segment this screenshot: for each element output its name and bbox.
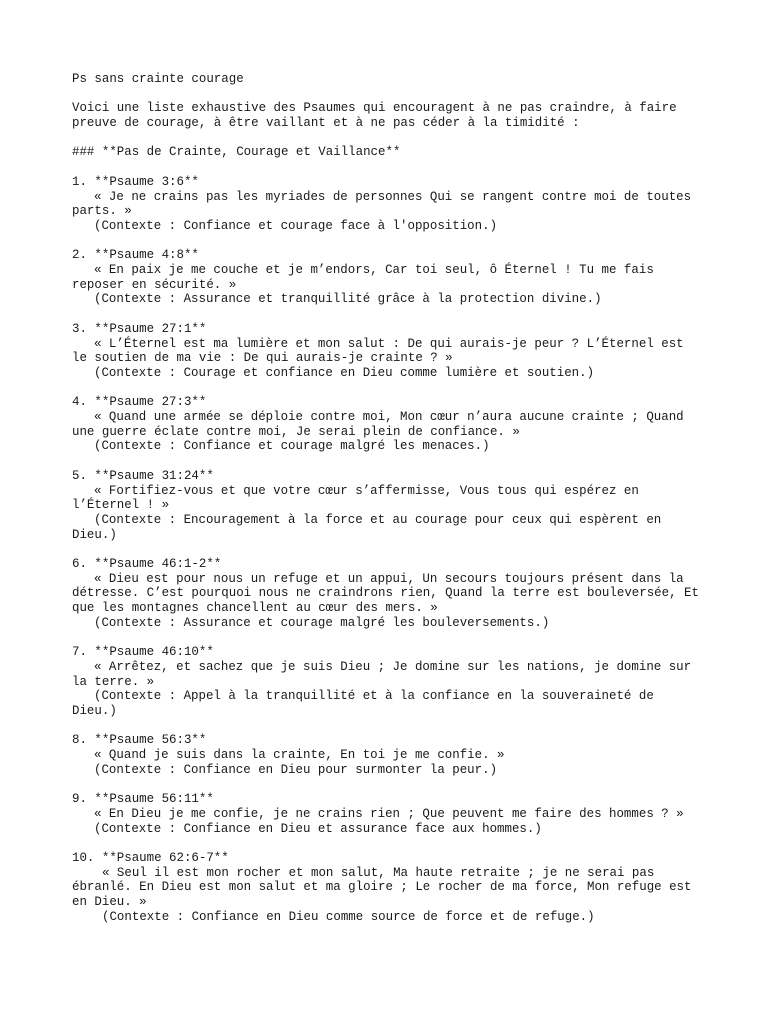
list-item [72,557,707,631]
psalm-quote: « Quand une armée se déploie contre moi, Mon cœur n’aura aucune crainte ; Quand une guerre éclate contre moi, Je serai plein de confiance. » [72,410,692,439]
list-item [72,792,702,836]
psalm-reference: 4. **Psaume 27:3** [72,395,207,410]
psalm-reference: 2. **Psaume 4:8** [72,248,199,263]
psalm-context: (Contexte : Assurance et tranquillité grâce à la protection divine.) [94,292,602,307]
list-item [72,395,702,454]
list-item [72,248,702,307]
section-heading: ### **Pas de Crainte, Courage et Vaillance** [72,145,401,160]
psalm-list [72,174,707,925]
list-item [72,469,702,543]
list-item [72,175,702,234]
list-item [72,645,702,719]
list-item [72,733,702,777]
psalm-quote: « Dieu est pour nous un refuge et un appui, Un secours toujours présent dans la détresse. C’est pourquoi nous ne craindrons rien, Quand la terre est bouleversée, Et que les montagnes chancellent au cœur des mers. » [72,571,707,616]
psalm-quote: « L’Éternel est ma lumière et mon salut : De qui aurais-je peur ? L’Éternel est le soutien de ma vie : De qui aurais-je crainte ? » [72,336,692,366]
psalm-reference: 10. **Psaume 62:6-7** [72,851,229,866]
document-page [72,72,707,939]
document-title: Ps sans crainte courage [72,72,244,86]
psalm-reference: 1. **Psaume 3:6** [72,174,199,189]
psalm-quote: « Quand je suis dans la crainte, En toi je me confie. » [94,748,505,763]
psalm-context: (Contexte : Confiance et courage malgré les menaces.) [94,439,490,454]
psalm-context: (Contexte : Confiance en Dieu pour surmonter la peur.) [94,762,498,777]
psalm-reference: 9. **Psaume 56:11** [72,792,214,807]
psalm-reference: 7. **Psaume 46:10** [72,645,214,660]
psalm-reference: 5. **Psaume 31:24** [72,468,214,483]
psalm-quote: « Je ne crains pas les myriades de personnes Qui se rangent contre moi de toutes parts. » [72,189,699,219]
psalm-reference: 3. **Psaume 27:1** [72,321,207,336]
psalm-reference: 8. **Psaume 56:3** [72,733,207,748]
psalm-context: (Contexte : Encouragement à la force et au courage pour ceux qui espèrent en Dieu.) [72,512,669,542]
psalm-quote: « Arrêtez, et sachez que je suis Dieu ; Je domine sur les nations, je domine sur la terre. » [72,659,699,689]
psalm-context: (Contexte : Assurance et courage malgré les bouleversements.) [94,615,550,630]
list-item [72,851,702,925]
psalm-quote: « Seul il est mon rocher et mon salut, Ma haute retraite ; je ne serai pas ébranlé. En Dieu est mon salut et ma gloire ; Le rocher de ma force, Mon refuge est en Dieu. » [72,865,699,910]
psalm-context: (Contexte : Appel à la tranquillité et à la confiance en la souveraineté de Dieu.) [72,689,662,719]
intro-paragraph: Voici une liste exhaustive des Psaumes qui encouragent à ne pas craindre, à faire preuve de courage, à être vaillant et à ne pas céder à la timidité : [72,101,685,131]
psalm-quote: « En Dieu je me confie, je ne crains rien ; Que peuvent me faire des hommes ? » [94,806,684,821]
psalm-reference: 6. **Psaume 46:1-2** [72,557,222,572]
psalm-context: (Contexte : Confiance en Dieu comme source de force et de refuge.) [102,909,595,924]
psalm-context: (Contexte : Courage et confiance en Dieu comme lumière et soutien.) [94,365,595,380]
psalm-context: (Contexte : Confiance en Dieu et assurance face aux hommes.) [94,821,542,836]
psalm-quote: « En paix je me couche et je m’endors, Car toi seul, ô Éternel ! Tu me fais reposer en sécurité. » [72,263,662,292]
list-item [72,322,702,381]
psalm-context: (Contexte : Confiance et courage face à l'opposition.) [94,218,498,233]
psalm-quote: « Fortifiez-vous et que votre cœur s’affermisse, Vous tous qui espérez en l’Éternel ! » [72,483,647,513]
